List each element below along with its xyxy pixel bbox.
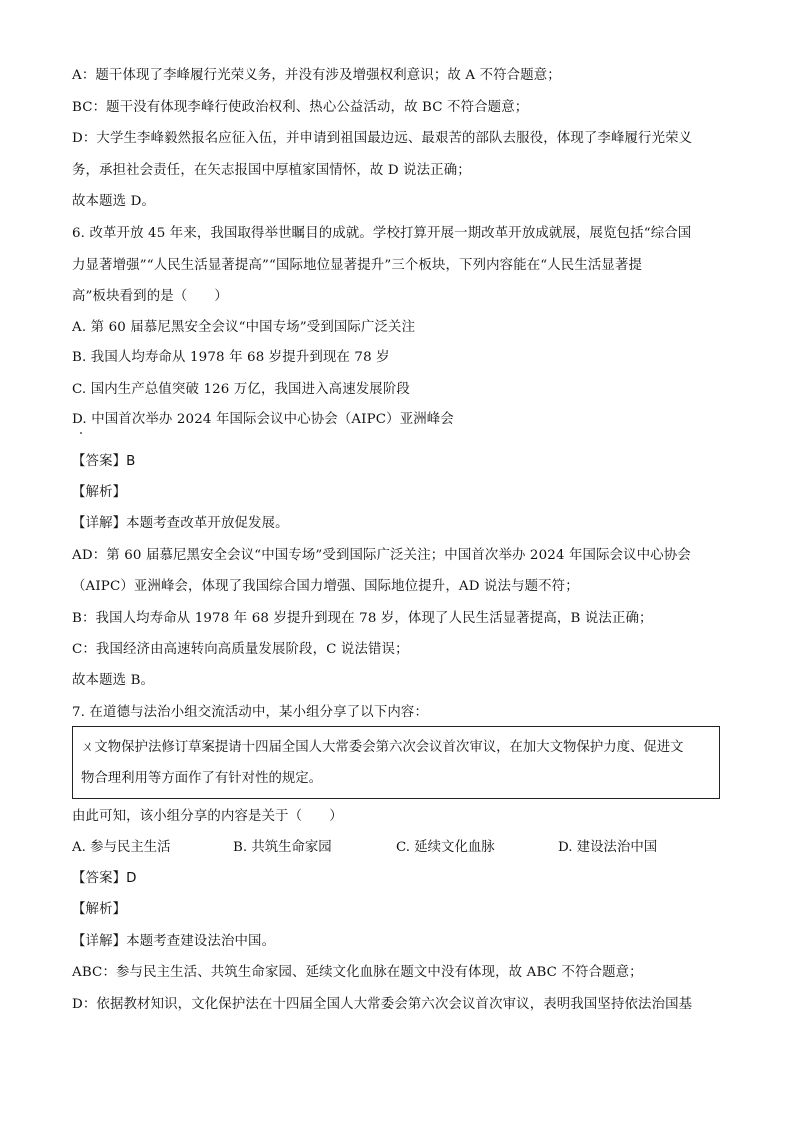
q7-analysis-tag: 【解析】	[72, 902, 127, 917]
q7-stem: 7. 在道德与法治小组交流活动中，某小组分享了以下内容：	[72, 705, 428, 720]
q6-option-c: C. 国内生产总值突破 126 万亿，我国进入高速发展阶段	[72, 382, 410, 397]
analysis-line-d2: 务，承担社会责任，在矢志报国中厚植家国情怀，故 D 说法正确；	[72, 163, 471, 178]
q6-stem-line1: 6. 改革开放 45 年来，我国取得举世瞩目的成就。学校打算开展一期改革开放成就展，展览包括“综合国	[72, 226, 692, 241]
q6-conclusion: 故本题选 B。	[72, 673, 155, 688]
analysis-line-d1: D：大学生李峰毅然报名应征入伍，并申请到祖国最边远、最艰苦的部队去服役，体现了李峰履行光荣义	[72, 131, 693, 146]
analysis-line-a: A：题干体现了李峰履行光荣义务，并没有涉及增强权利意识；故 A 不符合题意；	[72, 68, 561, 83]
q6-stem-line3: 高”板块看到的是（ ）	[72, 289, 228, 304]
q6-analysis-tag: 【解析】	[72, 485, 127, 500]
q7-material-line2: 物合理利用等方面作了有针对性的规定。	[81, 771, 323, 786]
q6-option-d: D. 中国首次举办 2024 年国际会议中心协会（AIPC）亚洲峰会	[72, 412, 454, 427]
q7-analysis-abc: ABC：参与民主生活、共筑生命家园、延续文化血脉在题文中没有体现，故 ABC 不符合题意；	[72, 965, 643, 980]
q7-option-d: D. 建设法治中国	[558, 840, 658, 855]
q7-option-a: A. 参与民主生活	[72, 840, 171, 855]
q6-analysis-ad1: AD：第 60 届慕尼黑安全会议“中国专场”受到国际广泛关注；中国首次举办 2024 年国际会议中心协会	[72, 548, 691, 563]
q7-material-line1: ㄨ文物保护法修订草案提请十四届全国人大常委会第六次会议首次审议，在加大文物保护力度、促进文	[81, 740, 684, 755]
q7-material-box	[72, 726, 720, 799]
q6-option-a: A. 第 60 届慕尼黑安全会议“中国专场”受到国际广泛关注	[72, 320, 416, 335]
q7-detail: 【详解】本题考查建设法治中国。	[72, 934, 276, 949]
q6-analysis-b: B：我国人均寿命从 1978 年 68 岁提升到现在 78 岁，体现了人民生活显著提高，B 说法正确；	[72, 611, 653, 626]
q7-option-c: C. 延续文化血脉	[396, 840, 495, 855]
q6-stem-line2: 力显著增强”“人民生活显著提高”“国际地位显著提升”三个板块，下列内容能在“人民生活显著提	[72, 258, 643, 273]
q6-detail: 【详解】本题考查改革开放促发展。	[72, 516, 289, 531]
q6-analysis-c: C：我国经济由高速转向高质量发展阶段，C 说法错误；	[72, 642, 409, 657]
q7-question: 由此可知，该小组分享的内容是关于（ ）	[72, 809, 343, 824]
q6-option-b: B. 我国人均寿命从 1978 年 68 岁提升到现在 78 岁	[72, 350, 390, 365]
conclusion-line: 故本题选 D。	[72, 194, 155, 209]
q6-analysis-ad2: （AIPC）亚洲峰会，体现了我国综合国力增强、国际地位提升，AD 说法与题不符；	[72, 579, 579, 594]
q7-analysis-d: D：依据教材知识，文化保护法在十四届全国人大常委会第六次会议首次审议，表明我国坚持依法治国基	[72, 997, 693, 1012]
q7-option-b: B. 共筑生命家园	[233, 840, 332, 855]
stray-mark	[80, 432, 82, 434]
q6-answer: 【答案】B	[72, 454, 136, 469]
q7-answer: 【答案】D	[72, 871, 137, 886]
analysis-line-bc: BC：题干没有体现李峰行使政治权利、热心公益活动，故 BC 不符合题意；	[72, 100, 529, 115]
